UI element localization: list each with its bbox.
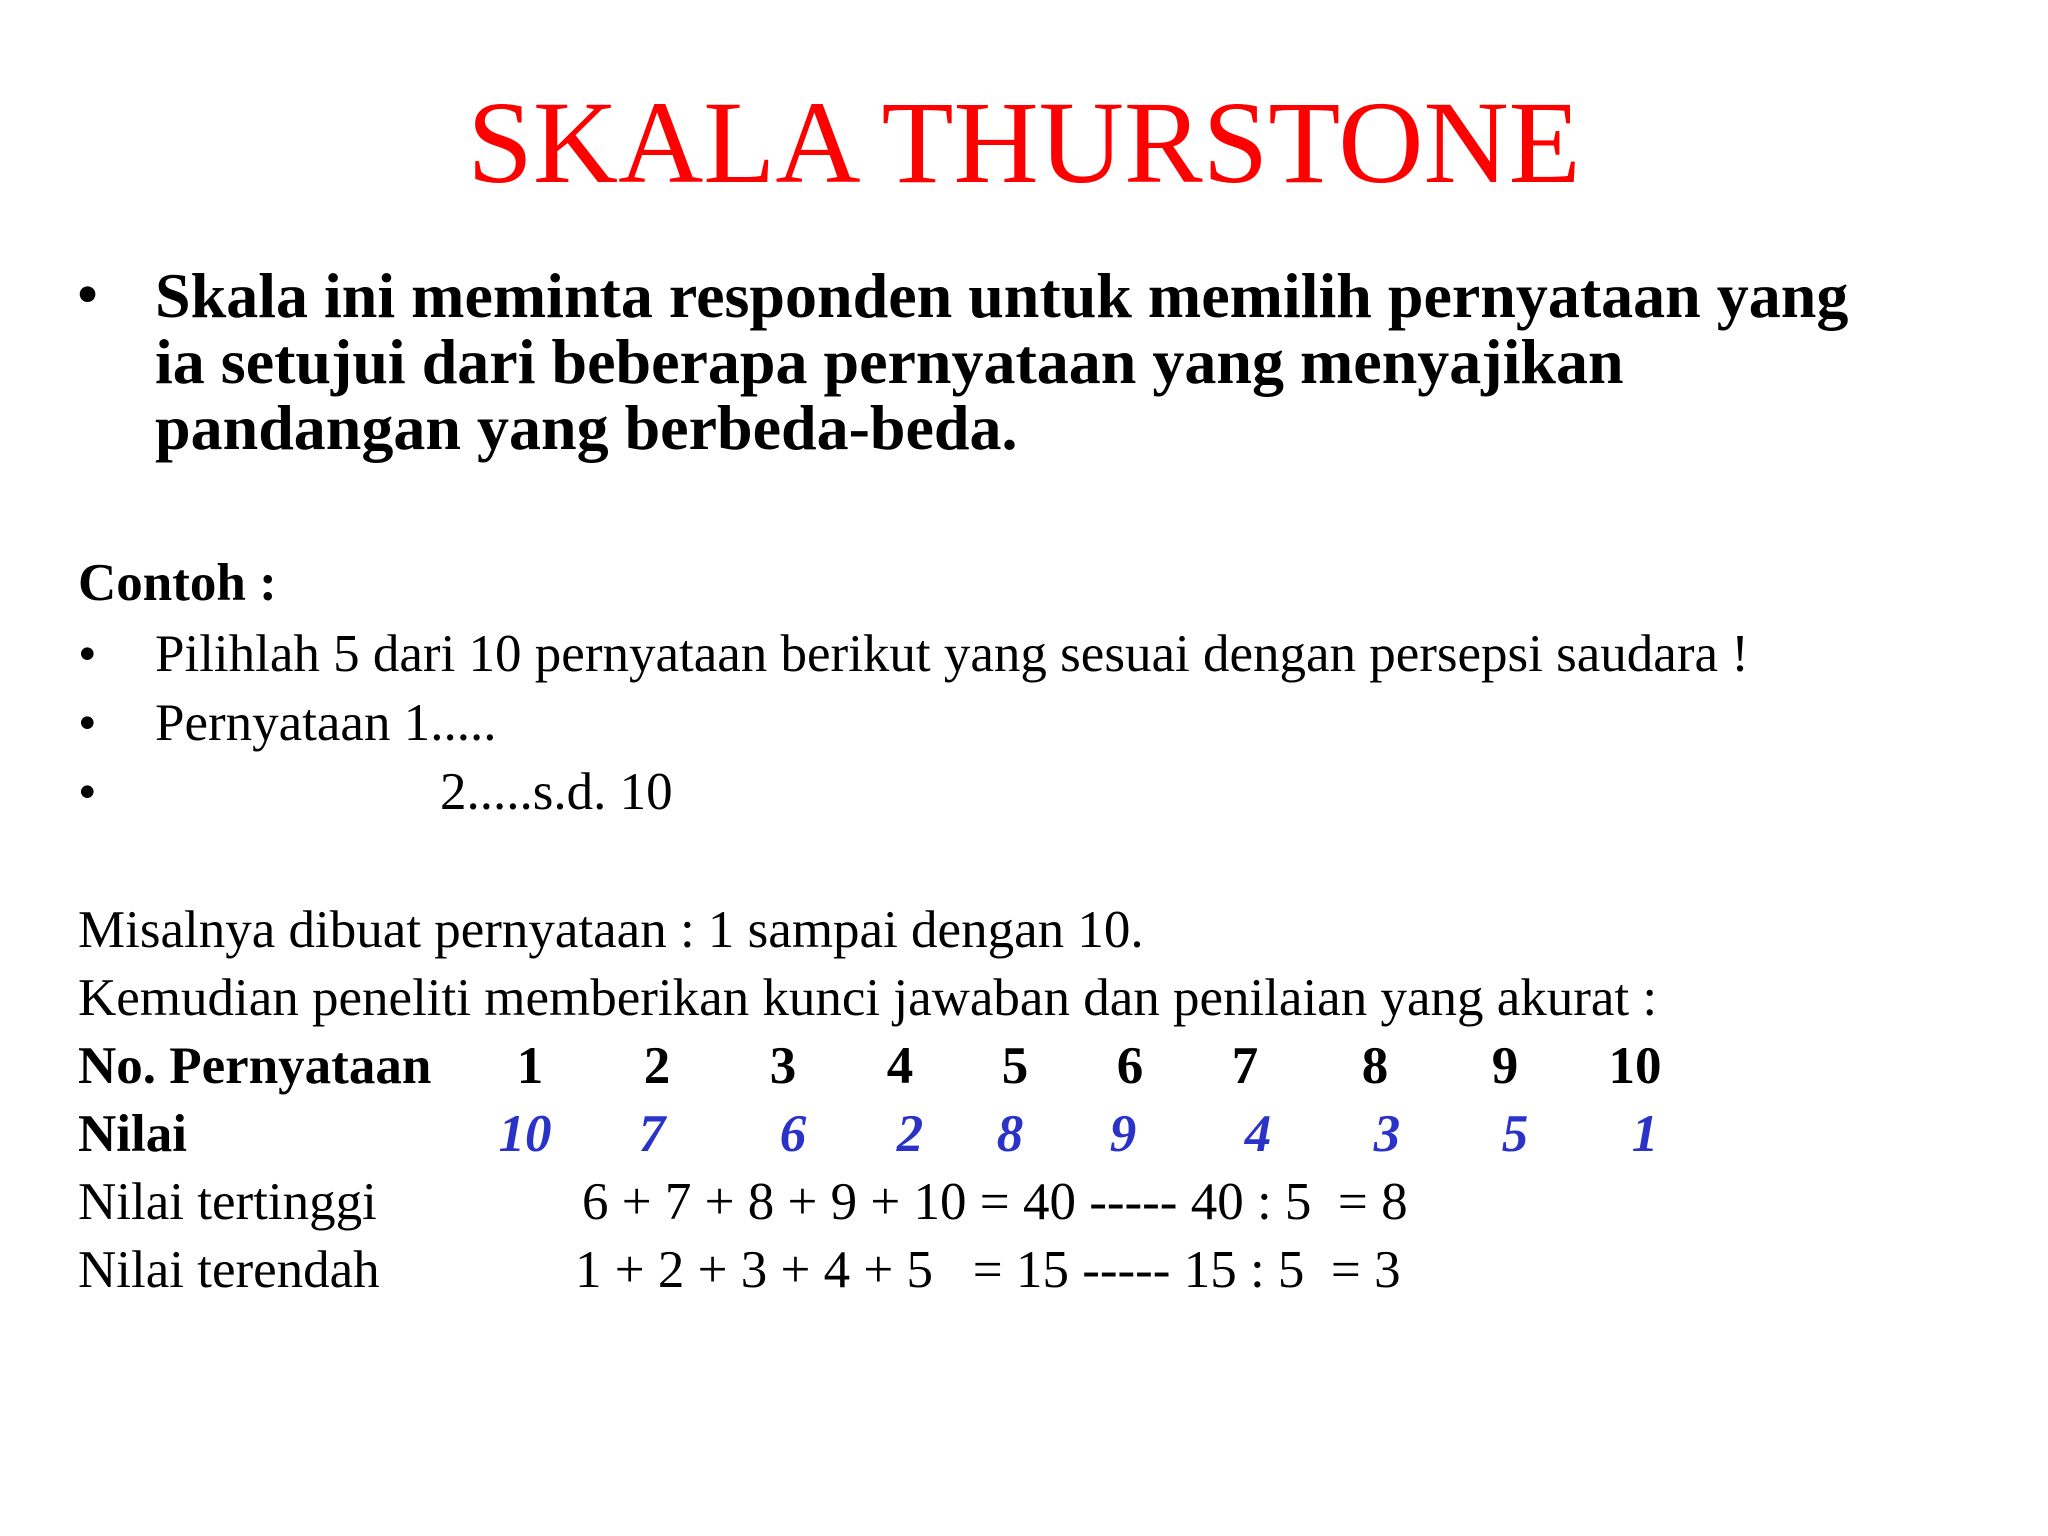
example-bullet-text-2: Pernyataan 1.....	[155, 694, 497, 752]
score-value: 9	[1109, 1105, 1137, 1163]
score-value: 1	[1631, 1105, 1659, 1163]
example-bullet-text-3: 2.....s.d. 10	[440, 763, 673, 821]
score-value: 6	[779, 1105, 807, 1163]
slide-title: SKALA THURSTONE	[467, 77, 1581, 208]
statement-number: 3	[769, 1037, 797, 1095]
main-bullet-line-3: pandangan yang berbeda-beda.	[155, 392, 1018, 463]
score-value: 4	[1244, 1105, 1272, 1163]
score-value-label: Nilai	[78, 1105, 187, 1163]
example-bullet-symbol-2: •	[78, 694, 97, 752]
example-bullet-symbol-3: •	[78, 763, 97, 821]
score-value: 5	[1501, 1105, 1529, 1163]
statement-number: 8	[1361, 1037, 1389, 1095]
highest-score-label: Nilai tertinggi	[78, 1173, 377, 1231]
statement-number: 4	[886, 1037, 914, 1095]
example-bullet-text-1: Pilihlah 5 dari 10 pernyataan berikut yang sesuai dengan persepsi saudara !	[155, 625, 1749, 683]
main-bullet-line-2: ia setujui dari beberapa pernyataan yang menyajikan	[155, 326, 1624, 397]
score-value: 2	[896, 1105, 924, 1163]
highest-score-calculation: 6 + 7 + 8 + 9 + 10 = 40 ----- 40 : 5 = 8	[582, 1173, 1408, 1231]
statement-number-label: No. Pernyataan	[78, 1037, 432, 1095]
statement-number: 1	[516, 1037, 544, 1095]
score-value: 10	[498, 1105, 552, 1163]
statement-number: 6	[1116, 1037, 1144, 1095]
example-bullet-symbol-1: •	[78, 625, 97, 683]
score-value: 8	[996, 1105, 1024, 1163]
main-bullet-line-1: Skala ini meminta responden untuk memilih pernyataan yang	[155, 260, 1849, 331]
main-bullet-symbol: •	[76, 258, 100, 331]
score-value: 3	[1373, 1105, 1401, 1163]
example-heading: Contoh :	[78, 554, 277, 612]
lowest-score-calculation: 1 + 2 + 3 + 4 + 5 = 15 ----- 15 : 5 = 3	[575, 1241, 1401, 1299]
score-value: 7	[638, 1105, 666, 1163]
statement-number: 10	[1608, 1037, 1662, 1095]
statement-number: 5	[1001, 1037, 1029, 1095]
statement-number: 7	[1231, 1037, 1259, 1095]
paragraph-example-statements: Misalnya dibuat pernyataan : 1 sampai dengan 10.	[78, 901, 1144, 959]
statement-number: 2	[643, 1037, 671, 1095]
lowest-score-label: Nilai terendah	[78, 1241, 380, 1299]
paragraph-answer-key: Kemudian peneliti memberikan kunci jawaban dan penilaian yang akurat :	[78, 969, 1658, 1027]
statement-number: 9	[1491, 1037, 1519, 1095]
